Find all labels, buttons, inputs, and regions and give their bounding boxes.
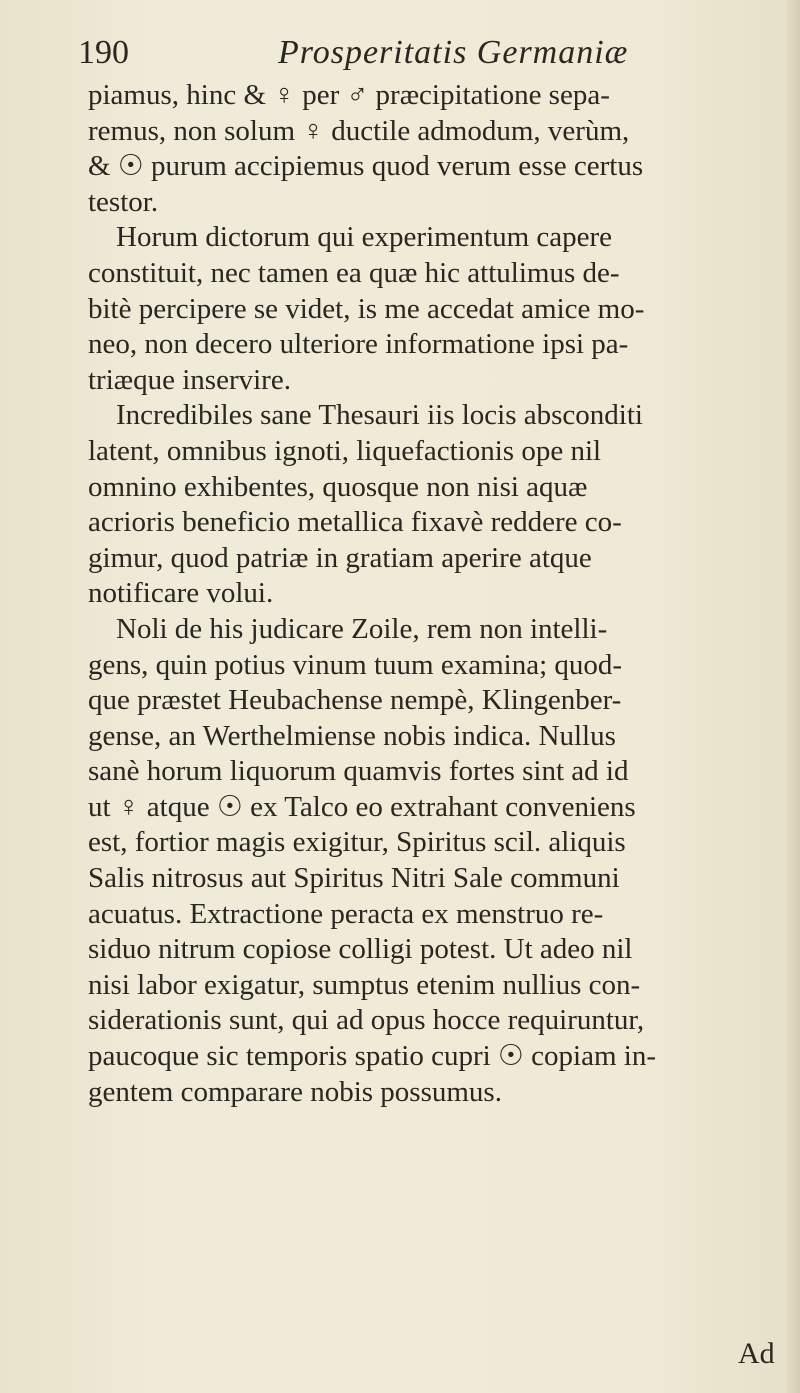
- text-line: acuatus. Extractione peracta ex menstruo re-: [88, 897, 604, 930]
- page-number: 190: [78, 34, 129, 71]
- body-text: [88, 78, 788, 1110]
- paragraph-start-line: Incredibiles sane Thesauri iis locis absconditi: [116, 399, 643, 432]
- text-line: acrioris beneficio metallica fixavè reddere co-: [88, 506, 622, 539]
- text-line: que præstet Heubachense nempè, Klingenber-: [88, 684, 622, 717]
- paragraph-start-line: Noli de his judicare Zoile, rem non intelli-: [116, 612, 608, 645]
- text-line: omnino exhibentes, quosque non nisi aquæ: [88, 470, 588, 503]
- text-line: siderationis sunt, qui ad opus hocce requiruntur,: [88, 1004, 645, 1037]
- text-line: piamus, hinc & ♀ per ♂ præcipitatione sepa-: [88, 79, 610, 111]
- text-line: sanè horum liquorum quamvis fortes sint ad id: [88, 755, 629, 788]
- text-line: notificare volui.: [88, 577, 274, 610]
- text-line: remus, non solum ♀ ductile admodum, verùm,: [88, 114, 630, 147]
- paragraph-start-line: Horum dictorum qui experimentum capere: [116, 221, 613, 254]
- text-line: gense, an Werthelmiense nobis indica. Nullus: [88, 719, 616, 752]
- page-header: [78, 28, 758, 78]
- text-line: testor.: [88, 185, 159, 218]
- text-line: latent, omnibus ignoti, liquefactionis ope nil: [88, 434, 602, 467]
- catchword: Ad: [738, 1337, 775, 1370]
- text-line: est, fortior magis exigitur, Spiritus scil. aliquis: [88, 826, 626, 859]
- text-line: gentem comparare nobis possumus.: [88, 1075, 502, 1108]
- text-line: gimur, quod patriæ in gratiam aperire atque: [88, 541, 592, 574]
- text-line: bitè percipere se videt, is me accedat amice mo-: [88, 292, 645, 325]
- text-line: triæque inservire.: [88, 363, 291, 396]
- text-line: nisi labor exigatur, sumptus etenim nullius con-: [88, 968, 641, 1001]
- text-line: siduo nitrum copiose colligi potest. Ut adeo nil: [88, 933, 633, 966]
- text-line: ut ♀ atque ☉ ex Talco eo extrahant conveniens: [88, 790, 636, 823]
- text-line: & ☉ purum accipiemus quod verum esse certus: [88, 150, 644, 183]
- text-line: constituit, nec tamen ea quæ hic attulimus de-: [88, 256, 620, 289]
- text-line: neo, non decero ulteriore informatione ipsi pa-: [88, 328, 629, 361]
- text-line: gens, quin potius vinum tuum examina; quod-: [88, 648, 623, 681]
- text-line: paucoque sic temporis spatio cupri ☉ copiam in-: [88, 1040, 656, 1073]
- page-edge: [786, 0, 800, 1393]
- text-line: Salis nitrosus aut Spiritus Nitri Sale communi: [88, 862, 620, 895]
- running-title: Prosperitatis Germaniæ: [278, 34, 629, 71]
